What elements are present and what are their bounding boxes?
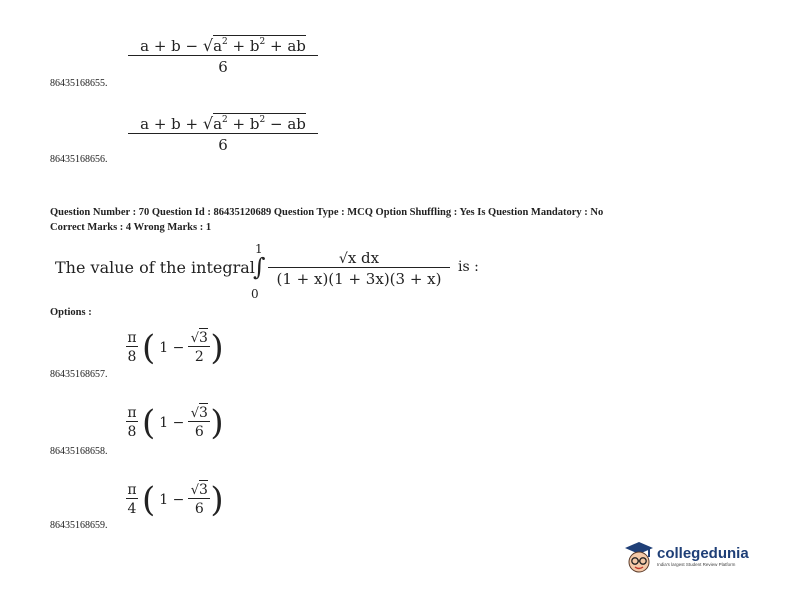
option-655-denominator: 6	[218, 58, 228, 77]
coef-numerator: π	[127, 405, 137, 421]
one-minus: 1 −	[159, 491, 185, 508]
coef-denominator: 4	[127, 501, 137, 518]
coef-numerator: π	[127, 330, 137, 346]
student-mascot-icon	[624, 540, 654, 574]
integrand-denominator: (1 + x)(1 + 3x)(3 + x)	[276, 270, 442, 289]
coef-denominator: 8	[127, 424, 137, 441]
option-656-radicand-b: + b	[227, 115, 260, 133]
option-656-denominator: 6	[218, 136, 228, 155]
integral-sign: ∫	[253, 253, 266, 281]
option-id-655: 86435168655.	[50, 78, 108, 89]
option-655-num-prefix: a + b −	[140, 37, 199, 55]
options-label: Options :	[50, 307, 92, 318]
option-id-657: 86435168657.	[50, 369, 108, 380]
option-656-num-prefix: a + b +	[140, 115, 199, 133]
collegedunia-logo	[624, 540, 749, 574]
option-658-expression	[126, 402, 224, 443]
option-656-expression	[128, 114, 318, 154]
sqrt-radicand: 3	[199, 330, 208, 346]
integral-upper-limit: 1	[255, 242, 263, 256]
sqrt-symbol: √	[190, 331, 200, 346]
question-meta-line2: Correct Marks : 4 Wrong Marks : 1	[50, 222, 212, 233]
exponent: 2	[222, 37, 228, 47]
right-paren: )	[210, 327, 224, 368]
question-meta-line1: Question Number : 70 Question Id : 86435120689 Question Type : MCQ Option Shuffling : Yes Is Question Mandatory : No	[50, 207, 604, 218]
left-paren: (	[142, 327, 156, 368]
sqrt-symbol: √	[338, 251, 348, 267]
integral-lower-limit: 0	[251, 287, 259, 301]
option-656-radicand-ab: − ab	[265, 115, 306, 133]
left-paren: (	[142, 402, 156, 443]
right-paren: )	[210, 402, 224, 443]
option-657-expression	[126, 327, 224, 368]
sqrt-symbol: √	[202, 36, 214, 55]
exponent: 2	[222, 115, 228, 125]
brand-tagline: India's largest Student Review Platform	[657, 562, 736, 567]
option-656-radicand-a: a	[213, 115, 223, 133]
option-655-radicand-a: a	[213, 37, 223, 55]
option-655-expression	[128, 36, 318, 76]
sqrt-radicand: 3	[199, 405, 208, 421]
option-id-659: 86435168659.	[50, 520, 108, 531]
sqrt-radicand: 3	[199, 482, 208, 498]
exponent: 2	[259, 115, 266, 125]
question-meta	[50, 205, 770, 235]
one-minus: 1 −	[159, 414, 185, 431]
option-id-658: 86435168658.	[50, 446, 108, 457]
question-text: The value of the integral	[55, 258, 255, 277]
one-minus: 1 −	[159, 339, 185, 356]
integrand-numerator: x dx	[347, 249, 380, 267]
right-paren: )	[210, 479, 224, 520]
option-659-expression	[126, 479, 224, 520]
left-paren: (	[142, 479, 156, 520]
root-denominator: 6	[194, 424, 204, 441]
root-denominator: 6	[194, 501, 204, 518]
exponent: 2	[259, 37, 266, 47]
question-suffix: is :	[458, 259, 479, 275]
option-655-radicand-ab: + ab	[265, 37, 306, 55]
brand-name: collegedunia	[657, 545, 749, 562]
coef-denominator: 8	[127, 349, 137, 366]
sqrt-symbol: √	[202, 114, 214, 133]
option-655-radicand-b: + b	[227, 37, 260, 55]
coef-numerator: π	[127, 482, 137, 498]
sqrt-symbol: √	[190, 483, 200, 498]
sqrt-symbol: √	[190, 406, 200, 421]
integrand-fraction	[268, 249, 450, 288]
root-denominator: 2	[194, 349, 204, 366]
option-id-656: 86435168656.	[50, 154, 108, 165]
